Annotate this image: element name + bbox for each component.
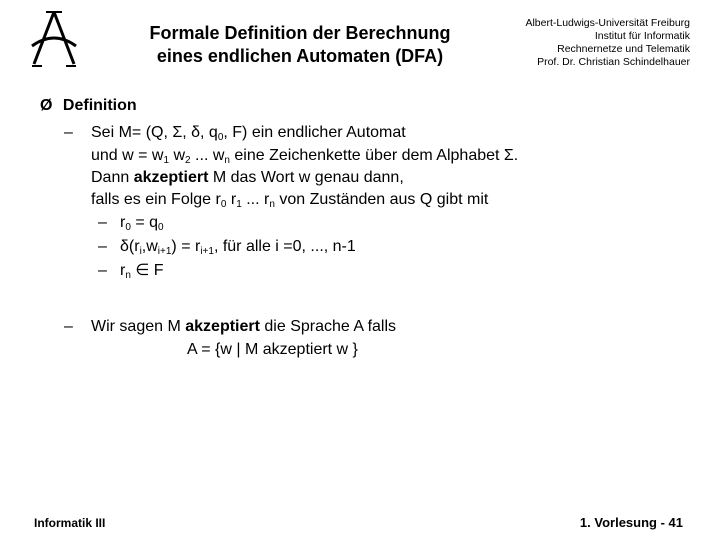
condition-1: $r_0 = q_0$: [120, 214, 164, 233]
bullet-dash: –: [98, 238, 107, 255]
affiliation-line: Albert-Ludwigs-Universität Freiburg: [525, 17, 690, 29]
statement-line-2: A = {w | M akzeptiert w }: [187, 341, 358, 358]
condition-2: $\delta(r_i,w_{i+1}) = r_{i+1}$, für alle i =0, ..., n-1: [120, 238, 356, 257]
title-line-2: eines endlichen Automaten (DFA): [156, 46, 444, 66]
arrow-bullet-icon: Ø: [40, 97, 53, 114]
page-title: [120, 22, 480, 68]
definition-line-3: Dann akzeptiert M das Wort w genau dann,: [91, 169, 404, 186]
definition-heading: [40, 95, 137, 117]
affiliation-block: [470, 17, 690, 69]
heading-text: Definition: [62, 97, 137, 114]
definition-line-2: und $w = w_1$ $w_2$ ... $w_n$ eine Zeichenkette über dem Alphabet Σ.: [91, 147, 519, 166]
footer-page-number: 1. Vorlesung - 41: [579, 515, 683, 530]
bullet-dash: –: [98, 214, 107, 231]
statement-line-1: Wir sagen M akzeptiert die Sprache A falls: [91, 318, 397, 335]
bullet-dash: –: [98, 262, 107, 279]
bullet-dash: –: [64, 318, 73, 335]
affiliation-line: Rechnernetze und Telematik: [557, 43, 690, 55]
condition-3: $r_n$ ∈ F: [120, 262, 164, 281]
affiliation-line: Prof. Dr. Christian Schindelhauer: [537, 56, 690, 68]
title-line-1: Formale Definition der Berechnung: [149, 23, 451, 43]
definition-line-4: falls es ein Folge $r_0$ $r_1$ ... $r_n$ von Zuständen aus Q gibt mit: [91, 191, 489, 210]
university-logo: [28, 10, 80, 68]
affiliation-line: Institut für Informatik: [594, 30, 690, 42]
footer-course: Informatik III: [34, 516, 106, 530]
definition-line-1: Sei M= (Q, Σ, δ, $q_0$, F) ein endlicher Automat: [91, 124, 406, 143]
bullet-dash: –: [64, 124, 73, 141]
